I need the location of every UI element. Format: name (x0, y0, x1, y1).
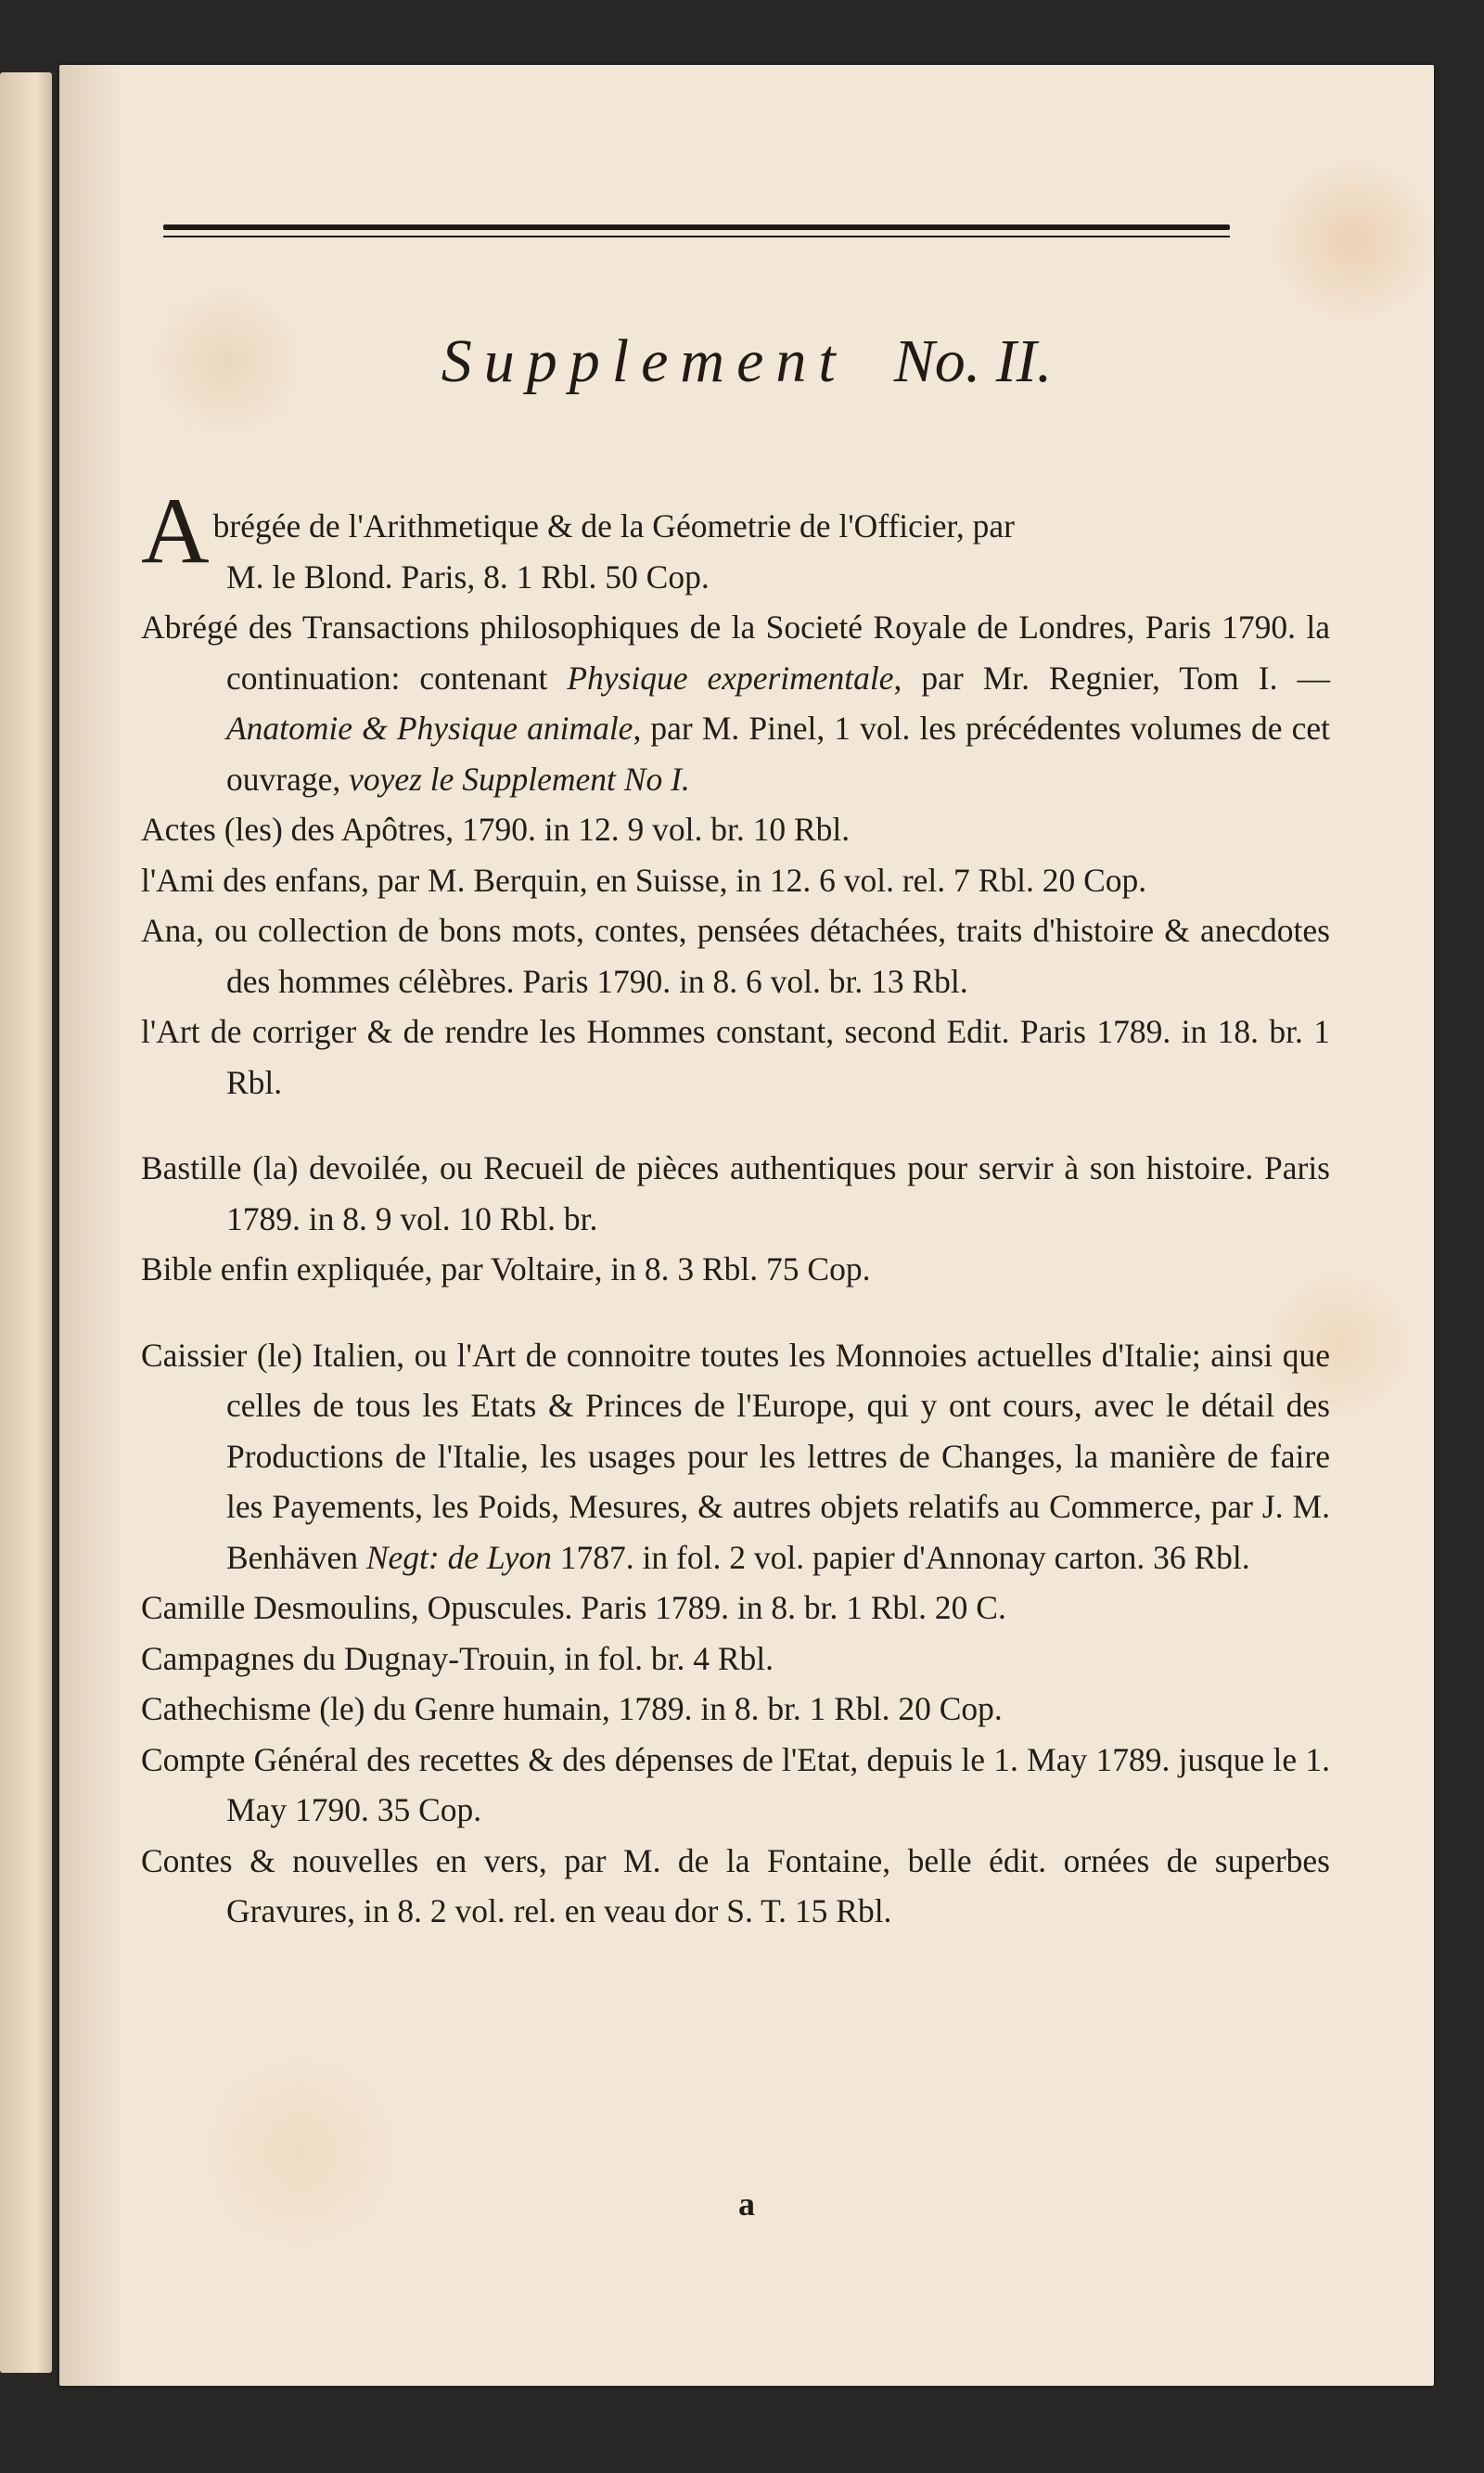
entry-actes-apotres: Actes (les) des Apôtres, 1790. in 12. 9 vol. br. 10 Rbl. (141, 811, 851, 848)
header-rule-thin (163, 236, 1230, 237)
entry-art-corriger: l'Art de corriger & de rendre les Hommes constant, second Edit. Paris 1789. in 18. br. 1 Rbl. (141, 1013, 1330, 1101)
entry-campagnes: Campagnes du Dugnay-Trouin, in fol. br. 4 Rbl. (141, 1639, 774, 1677)
entry-cathechisme: Cathechisme (le) du Genre humain, 1789. in 8. br. 1 Rbl. 20 Cop. (141, 1690, 1003, 1727)
entry-text: Caissier (le) Italien, ou l'Art de connoitre toutes les Monnoies actuelles d'Italie; ainsi que celles de tous les Etats & Princes de l'Europe, qui y ont cours, avec le détail des Productions de l'Italie, les usages pour les lettres de Changes, la manière de faire les Payements, les Poids, Mesures, & autres objets relatifs au Commerce, par J. M. Benhäven (141, 1336, 1330, 1576)
entry-text: 1787. in fol. 2 vol. papier d'Annonay carton. 36 Rbl. (551, 1538, 1250, 1576)
entry-camille-desmoulins: Camille Desmoulins, Opuscules. Paris 1789. in 8. br. 1 Rbl. 20 C. (141, 1589, 1006, 1626)
entry-bastille: Bastille (la) devoilée, ou Recueil de pièces authentiques pour servir à son histoire. Paris 1789. in 8. 9 vol. 10 Rbl. br. (141, 1149, 1330, 1237)
book-page (59, 65, 1434, 2386)
entry-compte-general: Compte Général des recettes & des dépenses de l'Etat, depuis le 1. May 1789. jusque le 1. May 1790. 35 Cop. (141, 1740, 1330, 1828)
entry-text: Abrégé des Transactions philosophiques de la Societé Royale de Londres, Paris 1790. la continuation: contenant (141, 609, 1330, 697)
entry-cross-reference: voyez le Supplement No I. (349, 760, 690, 798)
entry-bible: Bible enfin expliquée, par Voltaire, in 8. 3 Rbl. 75 Cop. (141, 1250, 871, 1288)
drop-cap: A (141, 479, 210, 583)
title-number: No. II. (893, 327, 1053, 395)
entry-italic-title: Negt: de Lyon (365, 1538, 552, 1576)
entry-italic-title: Physique experimentale (567, 659, 894, 697)
entry-caissier (141, 1330, 1330, 1583)
entry-continuation: M. le Blond. Paris, 8. 1 Rbl. 50 Cop. (226, 557, 710, 596)
entry-ami-enfans: l'Ami des enfans, par M. Berquin, en Suisse, in 12. 6 vol. rel. 7 Rbl. 20 Cop. (141, 861, 1147, 899)
entry-abrege-transactions (141, 602, 1330, 804)
entry-italic-title: Anatomie & Physique animale (226, 710, 633, 747)
entry-contes-nouvelles: Contes & nouvelles en vers, par M. de la Fontaine, belle édit. ornées de superbes Gravures, in 8. 2 vol. rel. en veau dor S. T. 15 Rbl. (141, 1841, 1330, 1929)
entry-ana: Ana, ou collection de bons mots, contes, pensées détachées, traits d'histoire & anecdotes des hommes célèbres. Paris 1790. in 8. 6 vol. br. 13 Rbl. (141, 912, 1330, 1000)
entry-abregee-arithmetique (141, 479, 1330, 602)
facing-page-edge (0, 72, 52, 2373)
catalogue-entries (141, 479, 1330, 1937)
title-word-supplement: Supplement (441, 327, 848, 395)
signature-mark: a (738, 2185, 755, 2223)
entry-text: brégée de l'Arithmetique & de la Géometrie de l'Officier, par (212, 507, 1015, 545)
entry-text: , par Mr. Regnier, Tom I. — (893, 659, 1330, 697)
header-rule-thick (163, 224, 1230, 230)
entry-text: , par M. Pinel, 1 vol. les précédentes volumes de cet ouvrage, (226, 710, 1330, 798)
page-title (59, 327, 1434, 397)
